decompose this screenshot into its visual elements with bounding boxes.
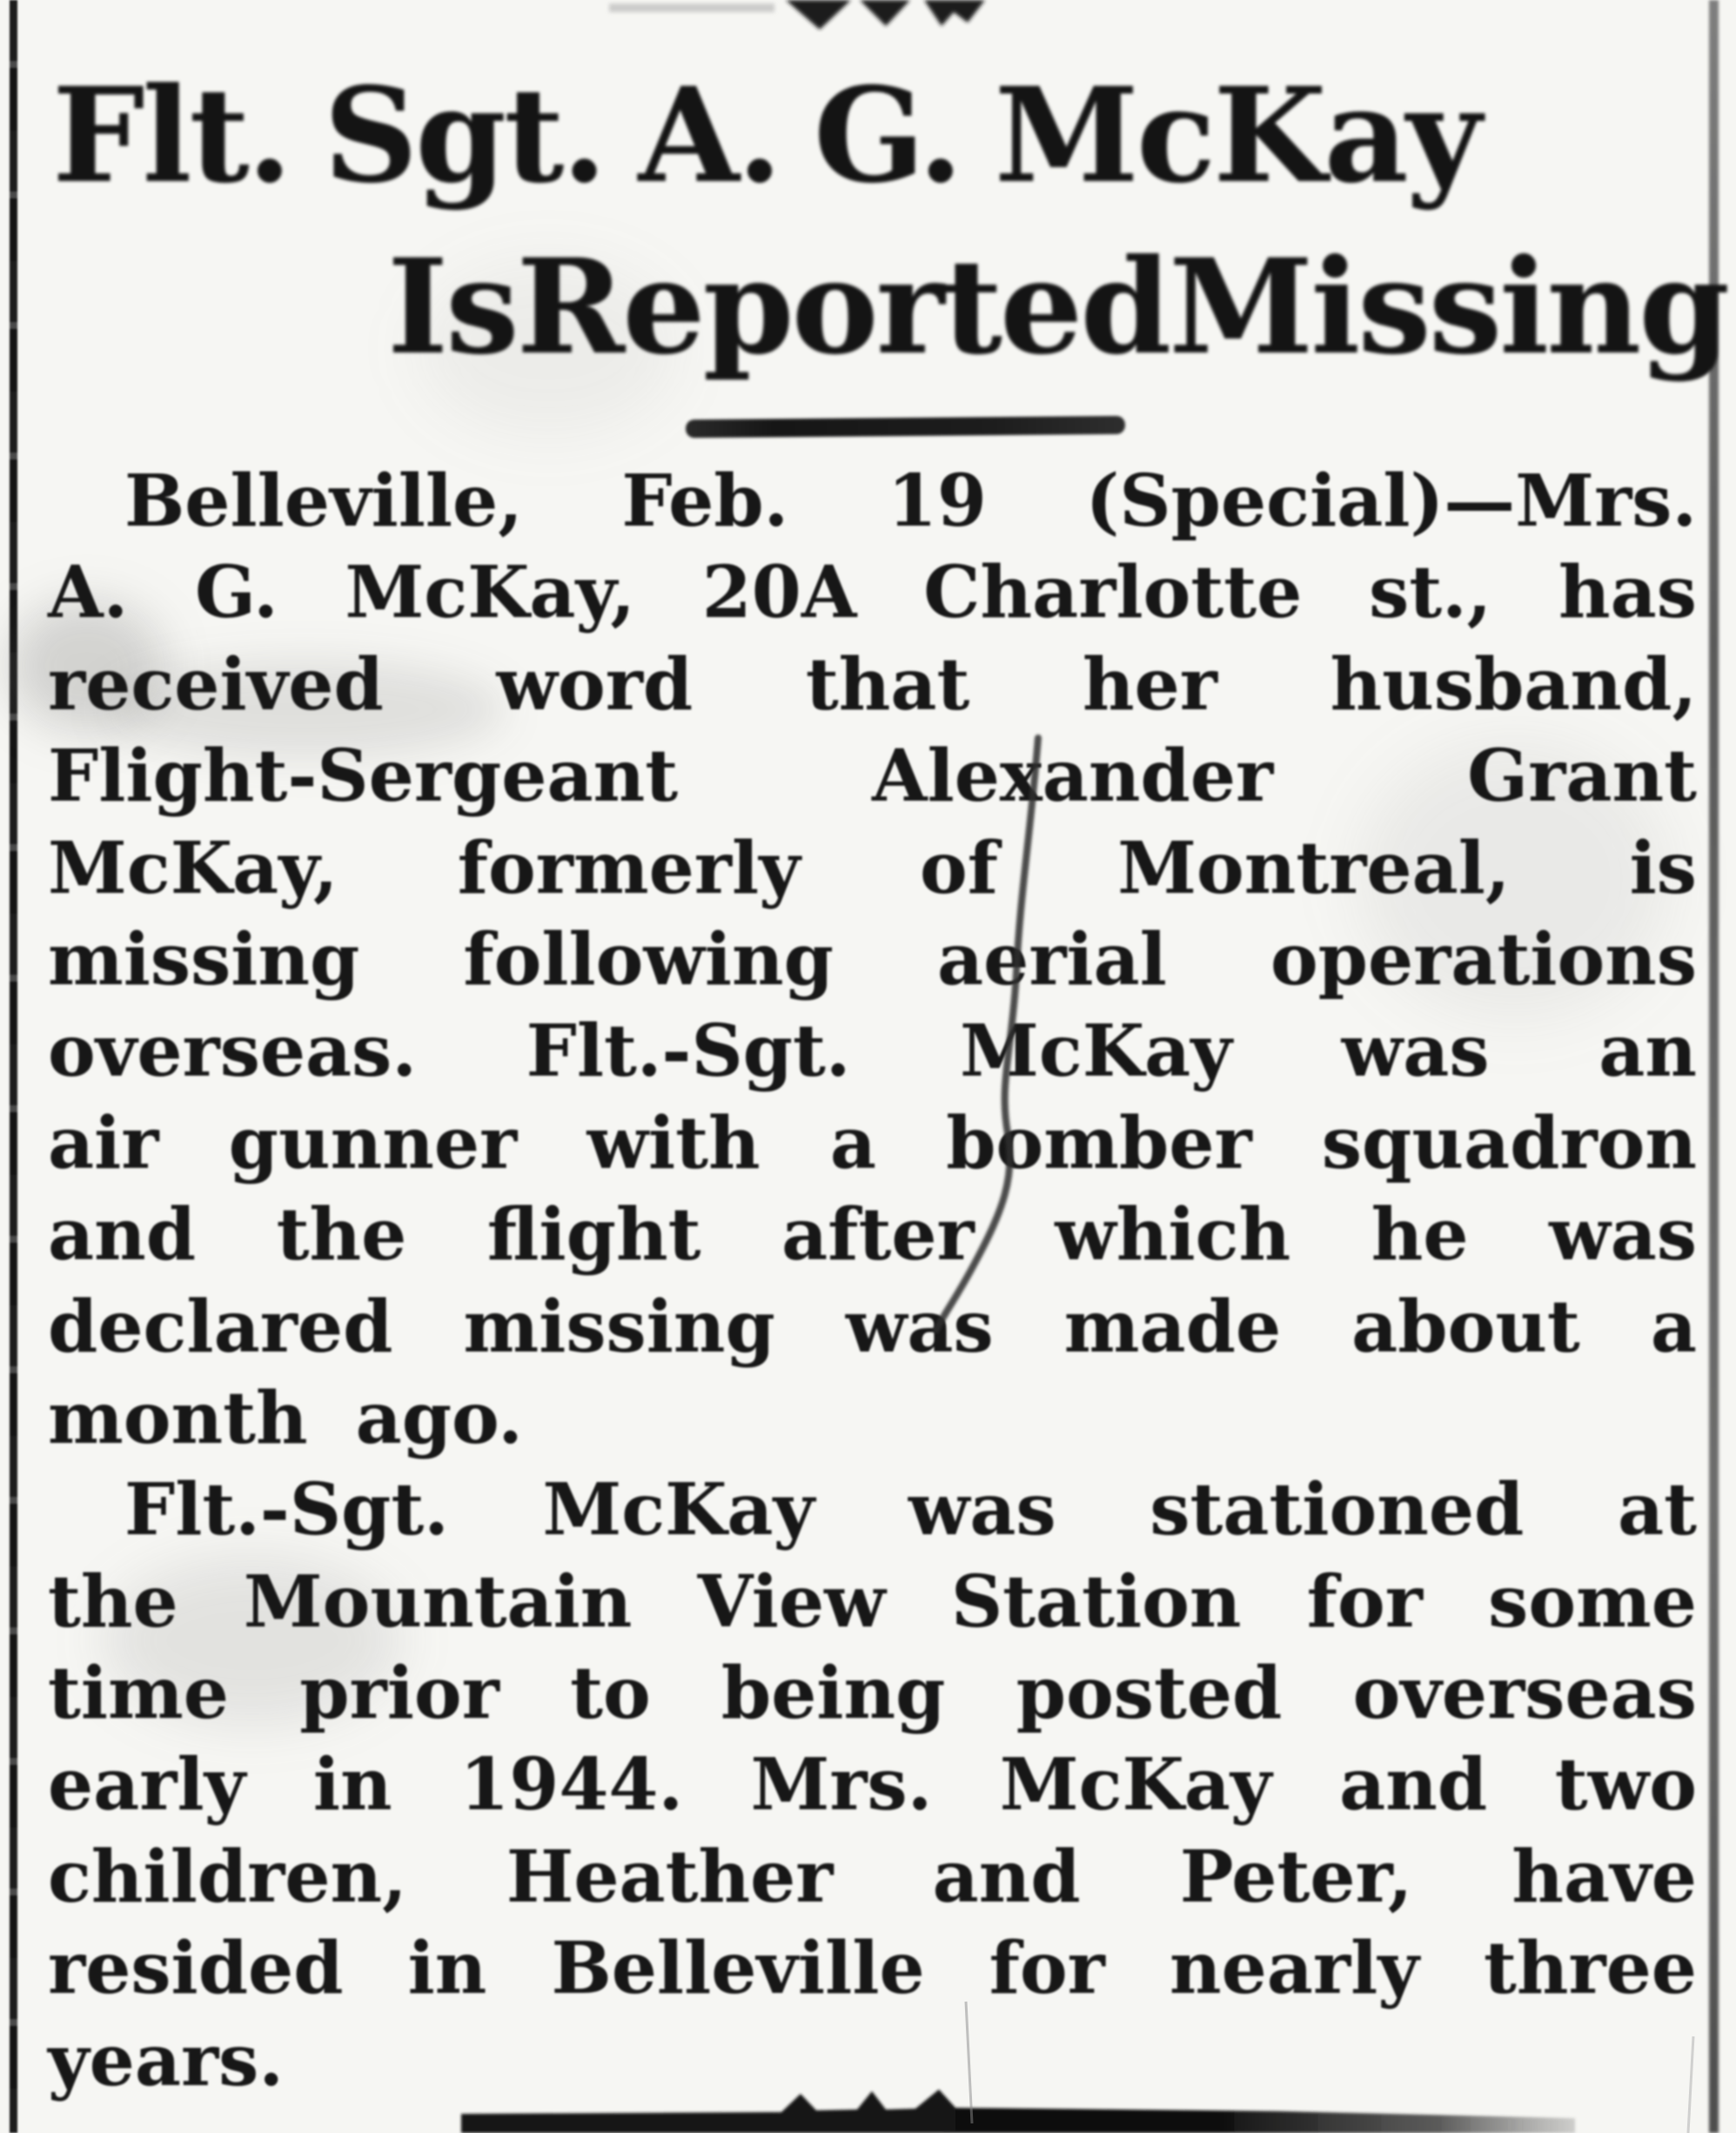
headline-word: G. bbox=[814, 59, 961, 212]
body-word: have bbox=[1511, 1835, 1697, 1919]
body-line bbox=[48, 1468, 1697, 1560]
body-word: for bbox=[989, 1927, 1105, 2011]
body-word: (Special)—Mrs. bbox=[1085, 459, 1697, 543]
body-word: McKay bbox=[999, 1743, 1272, 1828]
body-word: to bbox=[570, 1652, 651, 1736]
body-word: with bbox=[586, 1101, 761, 1185]
body-word: that bbox=[805, 642, 970, 727]
body-word: Heather bbox=[506, 1835, 834, 1919]
body-word: resided bbox=[48, 1927, 344, 2011]
body-word: the bbox=[276, 1193, 407, 1278]
body-word: and bbox=[932, 1835, 1081, 1919]
body-word: Belleville bbox=[551, 1927, 925, 2011]
body-word: A. bbox=[48, 551, 129, 635]
headline-underline-rule bbox=[686, 416, 1125, 438]
body-word: month bbox=[48, 1376, 308, 1460]
body-word: was bbox=[845, 1284, 994, 1369]
body-line bbox=[48, 918, 1697, 1009]
body-word: and bbox=[48, 1193, 197, 1278]
body-word: a bbox=[829, 1101, 876, 1185]
body-line bbox=[48, 1102, 1697, 1193]
body-word: Montreal, bbox=[1117, 826, 1511, 910]
body-word: Flt.-Sgt. bbox=[526, 1009, 851, 1094]
body-word: after bbox=[781, 1193, 975, 1278]
body-word: declared bbox=[48, 1284, 393, 1369]
body-word: he bbox=[1371, 1193, 1469, 1278]
headline-word: Sgt. bbox=[323, 59, 605, 212]
body-word: 1944. bbox=[459, 1743, 683, 1828]
headline-line-1 bbox=[52, 50, 1479, 222]
headline-word: Reported bbox=[516, 231, 1170, 384]
body-word: the bbox=[48, 1560, 178, 1644]
body-line bbox=[48, 551, 1697, 642]
body-word: View bbox=[697, 1560, 886, 1644]
body-line bbox=[48, 1377, 1697, 1468]
article-headline bbox=[52, 50, 1728, 393]
body-line bbox=[48, 1009, 1697, 1101]
body-word: children, bbox=[48, 1835, 407, 1919]
body-word: Flight-Sergeant bbox=[48, 734, 679, 819]
body-word: about bbox=[1351, 1284, 1580, 1369]
left-column-rule bbox=[10, 0, 17, 2133]
body-word: Station bbox=[950, 1560, 1242, 1644]
body-word: is bbox=[1629, 826, 1697, 910]
article-body bbox=[48, 459, 1697, 2110]
body-word: some bbox=[1488, 1560, 1697, 1644]
body-word: McKay, bbox=[48, 826, 338, 910]
body-line bbox=[48, 643, 1697, 734]
body-word: received bbox=[48, 642, 384, 727]
headline-word: Flt. bbox=[52, 59, 290, 212]
body-word: at bbox=[1617, 1468, 1697, 1553]
body-word: Belleville, bbox=[124, 459, 523, 543]
body-word: McKay bbox=[542, 1468, 815, 1553]
body-word: formerly bbox=[457, 826, 801, 910]
body-word: 19 bbox=[887, 459, 987, 543]
body-line bbox=[48, 1835, 1697, 1927]
body-word: ago. bbox=[355, 1376, 523, 1460]
headline-word: Missing bbox=[1169, 231, 1728, 384]
headline-line-2 bbox=[387, 222, 1728, 393]
body-word: and bbox=[1339, 1743, 1488, 1828]
body-word: was bbox=[1549, 1193, 1697, 1278]
body-word: Feb. bbox=[621, 459, 789, 543]
body-line bbox=[48, 734, 1697, 826]
body-word: aerial bbox=[937, 917, 1167, 1002]
body-word: a bbox=[1650, 1284, 1697, 1369]
body-word: prior bbox=[299, 1652, 499, 1736]
body-word: squadron bbox=[1321, 1101, 1697, 1185]
body-word: McKay, bbox=[345, 551, 635, 635]
body-line bbox=[48, 1652, 1697, 1743]
body-word: two bbox=[1554, 1743, 1697, 1828]
body-word: was bbox=[1341, 1009, 1490, 1094]
body-word: which bbox=[1055, 1193, 1291, 1278]
body-word: following bbox=[463, 917, 834, 1002]
body-word: years. bbox=[48, 2018, 284, 2103]
body-word: in bbox=[312, 1743, 392, 1828]
body-word: missing bbox=[463, 1284, 775, 1369]
body-word: Grant bbox=[1467, 734, 1697, 819]
body-word: gunner bbox=[228, 1101, 518, 1185]
body-word: time bbox=[48, 1652, 229, 1736]
body-word: operations bbox=[1270, 917, 1697, 1002]
headline-word: McKay bbox=[994, 59, 1479, 212]
body-word: 20A bbox=[701, 551, 857, 635]
body-word: Mountain bbox=[243, 1560, 633, 1644]
body-word: McKay bbox=[960, 1009, 1232, 1094]
body-word: nearly bbox=[1169, 1927, 1419, 2011]
body-word: made bbox=[1063, 1284, 1282, 1369]
body-word: Peter, bbox=[1179, 1835, 1413, 1919]
body-word: early bbox=[48, 1743, 246, 1828]
body-word: Alexander bbox=[871, 734, 1274, 819]
body-word: flight bbox=[486, 1193, 701, 1278]
body-word: missing bbox=[48, 917, 360, 1002]
body-word: Flt.-Sgt. bbox=[124, 1468, 449, 1553]
paragraph bbox=[48, 459, 1697, 1468]
headline-word: Is bbox=[387, 231, 517, 384]
body-word: for bbox=[1306, 1560, 1423, 1644]
body-word: word bbox=[496, 642, 694, 727]
headline-word: A. bbox=[638, 59, 781, 212]
body-word: G. bbox=[194, 551, 278, 635]
body-word: husband, bbox=[1330, 642, 1697, 727]
body-word: being bbox=[721, 1652, 946, 1736]
paragraph bbox=[48, 1468, 1697, 2110]
body-word: posted bbox=[1015, 1652, 1283, 1736]
body-word: in bbox=[407, 1927, 487, 2011]
body-line bbox=[48, 1560, 1697, 1652]
body-word: bomber bbox=[946, 1101, 1252, 1185]
body-line bbox=[48, 827, 1697, 918]
body-word: Charlotte bbox=[923, 551, 1303, 635]
body-line bbox=[48, 2019, 1697, 2110]
body-line bbox=[48, 1285, 1697, 1377]
body-word: of bbox=[920, 826, 998, 910]
body-word: stationed bbox=[1150, 1468, 1525, 1553]
body-word: was bbox=[908, 1468, 1056, 1553]
body-word: three bbox=[1483, 1927, 1697, 2011]
body-word: Mrs. bbox=[750, 1743, 933, 1828]
body-line bbox=[48, 1927, 1697, 2018]
body-word: an bbox=[1599, 1009, 1697, 1094]
body-line bbox=[48, 1193, 1697, 1284]
body-word: her bbox=[1082, 642, 1217, 727]
body-word: air bbox=[48, 1101, 159, 1185]
body-word: overseas. bbox=[48, 1009, 417, 1094]
body-line bbox=[48, 459, 1697, 551]
body-word: has bbox=[1558, 551, 1697, 635]
body-word: overseas bbox=[1352, 1652, 1697, 1736]
body-line bbox=[48, 1743, 1697, 1835]
top-edge-text-fragments bbox=[609, 0, 985, 30]
body-word: st., bbox=[1369, 551, 1492, 635]
